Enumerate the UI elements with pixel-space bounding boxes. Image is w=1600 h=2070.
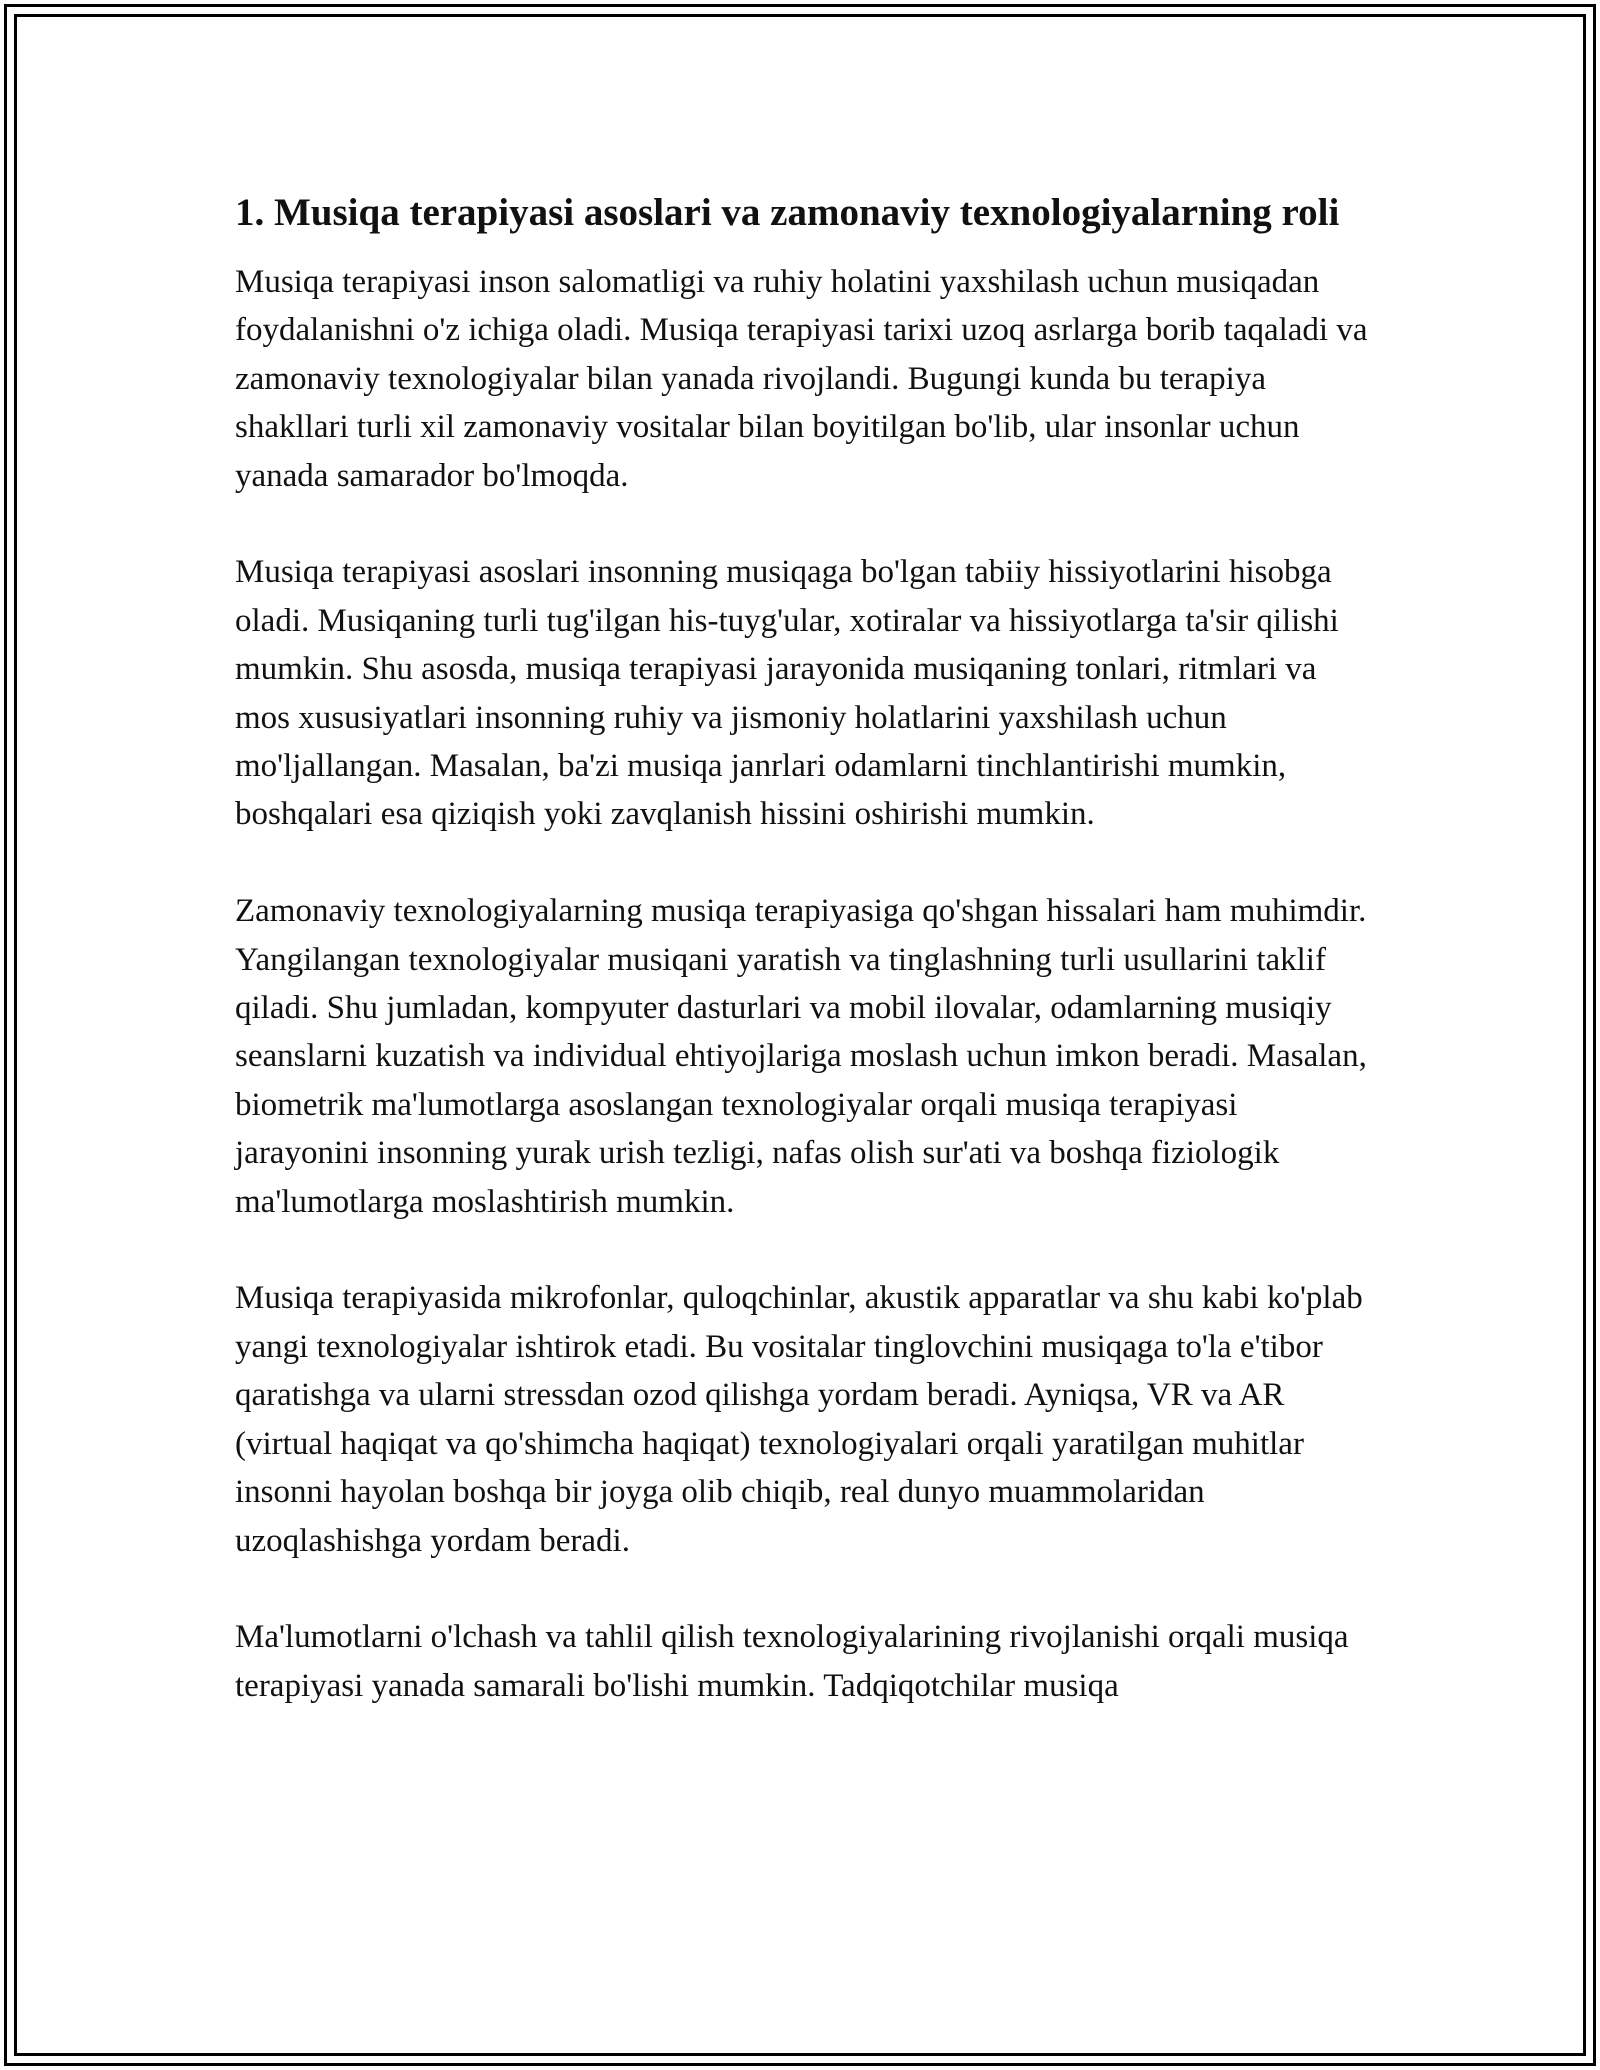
paragraph-4: Musiqa terapiyasida mikrofonlar, quloqchinlar, akustik apparatlar va shu kabi ko'plab yangi texnologiyalar ishtirok etadi. Bu vositalar tinglovchini musiqaga to'la e'tibor qaratishga va ularni stressdan ozod qilishga yordam beradi. Ayniqsa, VR va AR (virtual haqiqat va qo'shimcha haqiqat) texnologiyalari orqali yaratilgan muhitlar insonni hayolan boshqa bir joyga olib chiqib, real dunyo muammolaridan uzoqlashishga yordam beradi. <box>235 1280 1363 1559</box>
document-body <box>235 186 1375 1759</box>
paragraph-5: Ma'lumotlarni o'lchash va tahlil qilish texnologiyalarining rivojlanishi orqali musiqa terapiyasi yanada samarali bo'lishi mumkin. Tadqiqotchilar musiqa <box>235 1619 1349 1704</box>
paragraph-1: Musiqa terapiyasi inson salomatligi va ruhiy holatini yaxshilash uchun musiqadan foydalanishni o'z ichiga oladi. Musiqa terapiyasi tarixi uzoq asrlarga borib taqaladi va zamonaviy texnologiyalar bilan yanada rivojlandi. Bugungi kunda bu terapiya shakllari turli xil zamonaviy vositalar bilan boyitilgan bo'lib, ular insonlar uchun yanada samarador bo'lmoqda. <box>235 264 1368 494</box>
paragraph-2: Musiqa terapiyasi asoslari insonning musiqaga bo'lgan tabiiy hissiyotlarini hisobga oladi. Musiqaning turli tug'ilgan his-tuyg'ular, xotiralar va hissiyotlarga ta'sir qilishi mumkin. Shu asosda, musiqa terapiyasi jarayonida musiqaning tonlari, ritmlari va mos xususiyatlari insonning ruhiy va jismoniy holatlarini yaxshilash uchun mo'ljallangan. Masalan, ba'zi musiqa janrlari odamlarni tinchlantirishi mumkin, boshqalari esa qiziqish yoki zavqlanish hissini oshirishi mumkin. <box>235 554 1339 833</box>
section-heading: 1. Musiqa terapiyasi asoslari va zamonaviy texnologiyalarning roli <box>235 191 1340 234</box>
paragraph-3: Zamonaviy texnologiyalarning musiqa terapiyasiga qo'shgan hissalari ham muhimdir. Yangilangan texnologiyalar musiqani yaratish va tinglashning turli usullarini taklif qiladi. Shu jumladan, kompyuter dasturlari va mobil ilovalar, odamlarning musiqiy seanslarni kuzatish va individual ehtiyojlariga moslash uchun imkon beradi. Masalan, biometrik ma'lumotlarga asoslangan texnologiyalar orqali musiqa terapiyasi jarayonini insonning yurak urish tezligi, nafas olish sur'ati va boshqa fiziologik ma'lumotlarga moslashtirish mumkin. <box>235 893 1367 1220</box>
